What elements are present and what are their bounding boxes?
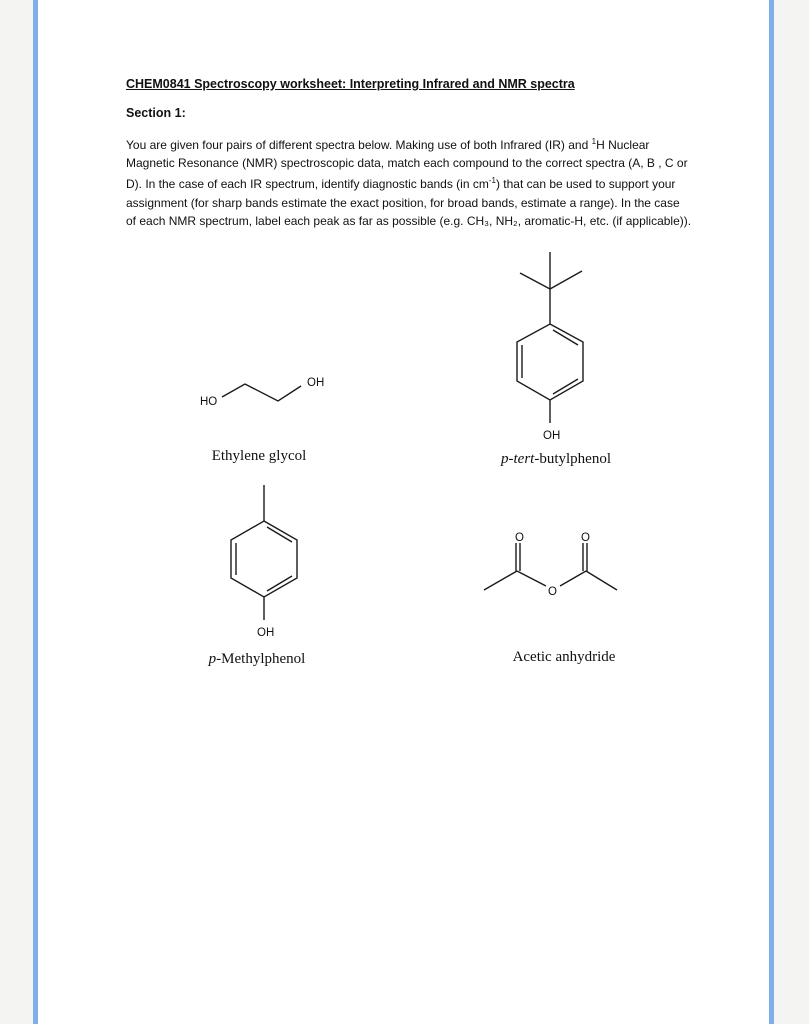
instructions-text-1: You are given four pairs of different spectra below. Making use of both Infrared (IR) and: [126, 138, 592, 152]
caption-p-tert-prefix: p-tert-: [501, 451, 540, 467]
ethylene-glycol-structure: [190, 370, 340, 415]
p-tert-butylphenol-structure: [505, 245, 605, 450]
acetic-anhydride-structure: [480, 525, 625, 605]
instructions-text-3: ) that can be used to support your assignment (for sharp bands estimate the exact position, for broad bands, estimate a range). In the case of each NMR spectrum, label each peak as far as possible (e.g. CH₃, NH₂, aromatic-H, etc. (if applicable)).: [126, 177, 692, 228]
caption-acetic-anhydride: Acetic anhydride: [512, 649, 616, 665]
caption-butylphenol-suffix: butylphenol: [539, 451, 611, 467]
acetic-anhydride-o-bridge-label: O: [548, 586, 557, 598]
ethylene-glycol-ho-label: HO: [200, 396, 218, 408]
acetic-anhydride-o-left-label: O: [515, 532, 524, 544]
caption-methylphenol-suffix: Methylphenol: [221, 651, 306, 667]
instructions-text-2: H Nuclear Magnetic Resonance (NMR) spectroscopic data, match each compound to the correct spectra (A, B , C or D). In the case of each IR spectrum, identify diagnostic bands (in cm: [126, 138, 688, 192]
p-methylphenol-structure: [220, 480, 310, 645]
caption-ethylene-glycol: Ethylene glycol: [211, 448, 307, 464]
section-heading: Section 1:: [126, 106, 186, 120]
worksheet-title: CHEM0841 Spectroscopy worksheet: Interpreting Infrared and NMR spectra: [126, 77, 575, 91]
p-tert-butylphenol-oh-label: OH: [543, 430, 561, 442]
superscript-minus-1: -1: [488, 176, 496, 186]
caption-p-tert-butylphenol: [501, 451, 611, 468]
ethylene-glycol-oh-label: OH: [307, 377, 325, 389]
superscript-1: 1: [591, 137, 597, 146]
page-border-right: [769, 0, 774, 1024]
acetic-anhydride-o-right-label: O: [581, 532, 590, 544]
caption-p-prefix: p-: [208, 651, 222, 667]
caption-p-methylphenol: [209, 651, 306, 668]
instructions-paragraph: [126, 133, 692, 230]
p-methylphenol-oh-label: OH: [257, 627, 275, 639]
